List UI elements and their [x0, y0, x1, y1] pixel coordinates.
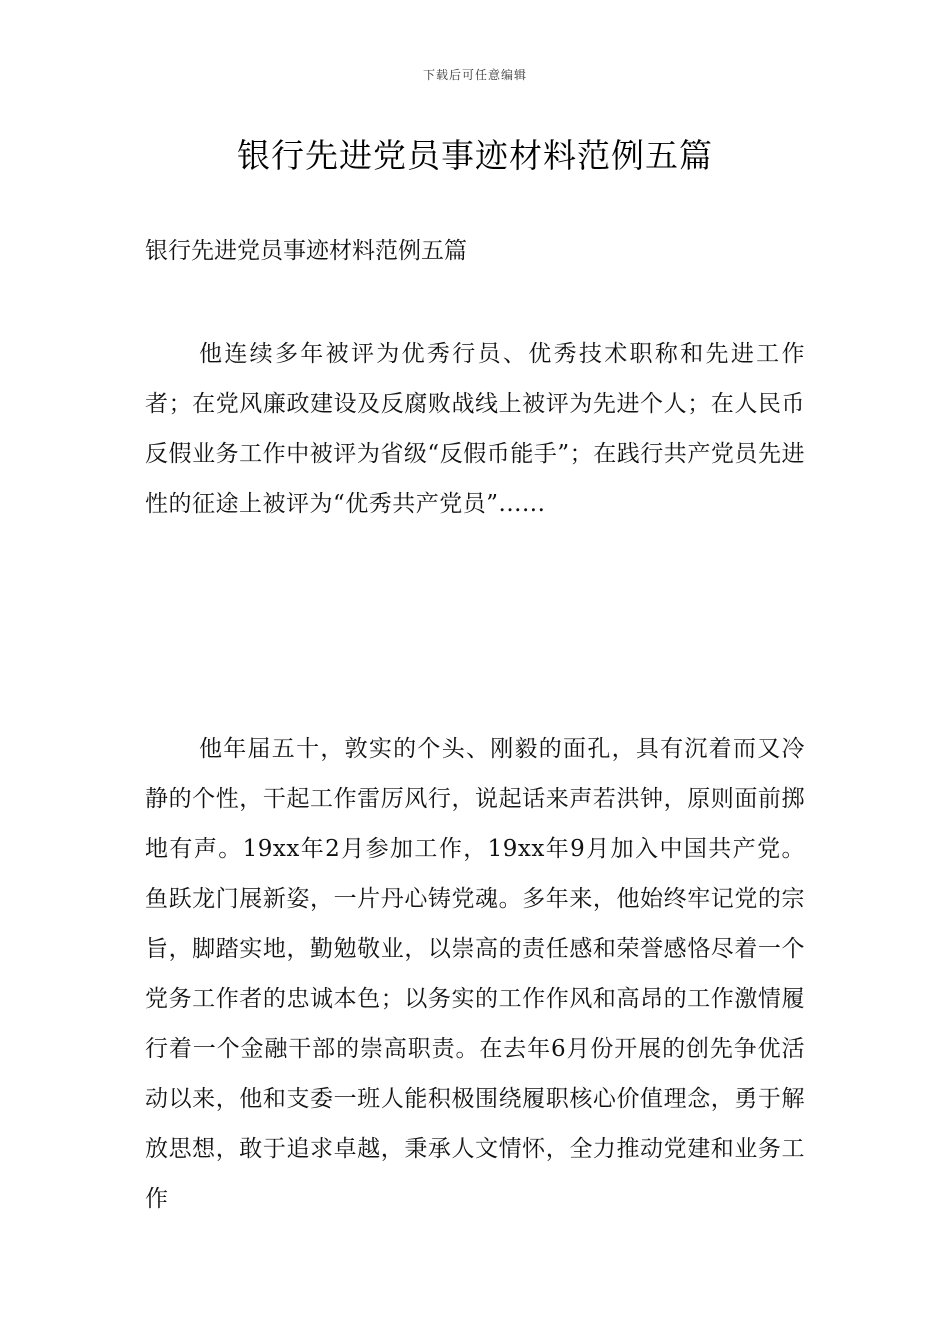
paragraph-2: 他年届五十，敦实的个头、刚毅的面孔，具有沉着而又冷静的个性，干起工作雷厉风行，说起话来声若洪钟，原则面前掷地有声。19xx年2月参加工作，19xx年9月加入中国共产党。鱼跃龙门展新姿，一片丹心铸党魂。多年来，他始终牢记党的宗旨，脚踏实地，勤勉敬业，以崇高的责任感和荣誉感恪尽着一个党务工作者的忠诚本色；以务实的工作作风和高昂的工作激情履行着一个金融干部的崇高职责。在去年6月份开展的创先争优活动以来，他和支委一班人能积极围绕履职核心价值理念，勇于解放思想，敢于追求卓越，秉承人文情怀，全力推动党建和业务工作 — [145, 736, 805, 1212]
paragraph-1: 他连续多年被评为优秀行员、优秀技术职称和先进工作者；在党风廉政建设及反腐败战线上被评为先进个人；在人民币反假业务工作中被评为省级“反假币能手”；在践行共产党员先进性的征途上被评为“优秀共产党员”...... — [145, 341, 805, 517]
document-subtitle: 银行先进党员事迹材料范例五篇 — [145, 238, 467, 264]
document-title: 银行先进党员事迹材料范例五篇 — [237, 136, 713, 175]
header-note: 下载后可任意编辑 — [422, 68, 527, 82]
